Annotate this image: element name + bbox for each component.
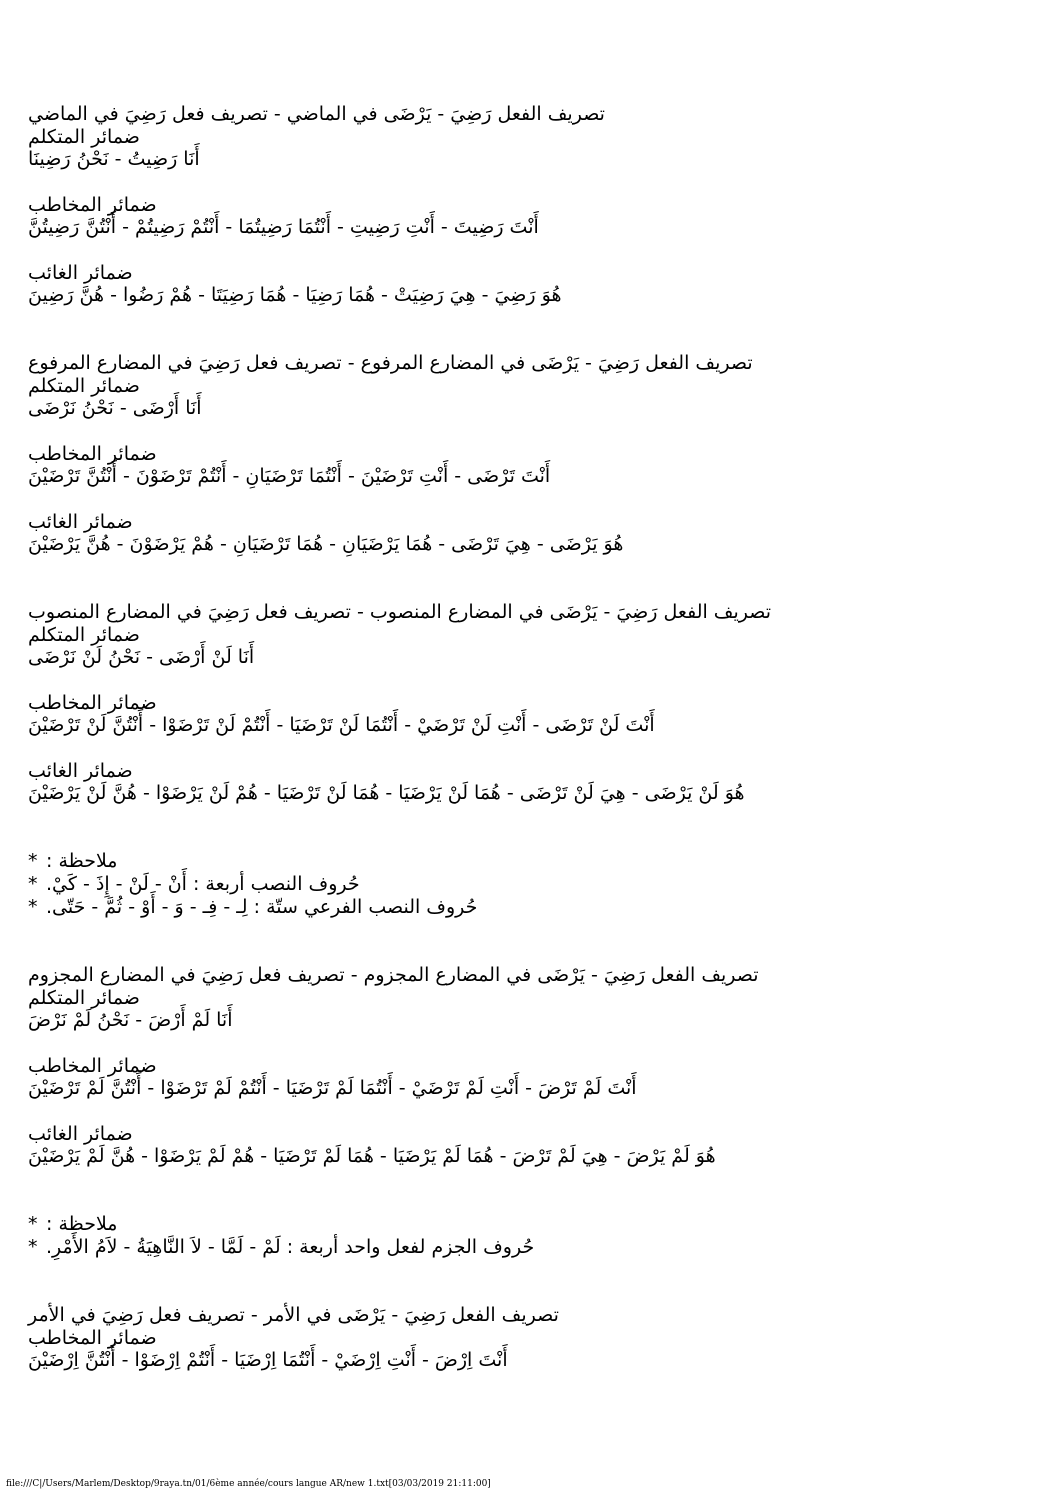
file-path-footer: file:///C|/Users/Marlem/Desktop/9raya.tn/01/6ème année/cours langue AR/new 1.txt[03/03/2019 21:11:00] bbox=[6, 1479, 491, 1489]
section-title-present-subjunctive: تصريف الفعل رَضِيَ - يَرْضَى في المضارع المنصوب - تصريف فعل رَضِيَ في المضارع المنصوب bbox=[28, 601, 772, 623]
group-heading-speaker: ضمائر المتكلم bbox=[28, 126, 140, 148]
conjugation-forms: أَنْتَ رَضِيتَ - أَنْتِ رَضِيتِ - أَنْتُمَا رَضِيتُمَا - أَنْتُمْ رَضِيتُمْ - أَنْتُنَّ رَضِيتُنَّ bbox=[28, 216, 539, 238]
note-heading bbox=[28, 850, 1028, 873]
conjugation-forms: هُوَ يَرْضَى - هِيَ تَرْضَى - هُمَا يَرْضَيَانِ - هُمَا تَرْضَيَانِ - هُمْ يَرْضَوْنَ - هُنَّ يَرْضَيْنَ bbox=[28, 533, 624, 555]
group-heading-absent: ضمائر الغائب bbox=[28, 760, 133, 782]
note-text: حُروف الجزم لفعل واحد أربعة : لَمْ - لَمَّا - لاَ النَّاهِيَةُ - لاَمُ الأَمْرِ. bbox=[46, 1236, 535, 1258]
conjugation-forms: هُوَ لَنْ يَرْضَى - هِيَ لَنْ تَرْضَى - هُمَا لَنْ يَرْضَيَا - هُمَا لَنْ تَرْضَيَا - هُمْ لَنْ يَرْضَوْا - هُنَّ لَنْ يَرْضَيْنَ bbox=[28, 782, 745, 804]
group-heading-speaker: ضمائر المتكلم bbox=[28, 624, 140, 646]
note-bullet: * bbox=[28, 873, 38, 895]
conjugation-forms: أَنْتَ تَرْضَى - أَنْتِ تَرْضَيْنَ - أَنْتُمَا تَرْضَيَانِ - أَنْتُمْ تَرْضَوْنَ - أَنْتُنَّ تَرْضَيْنَ bbox=[28, 465, 551, 487]
group-heading-addressee: ضمائر المخاطب bbox=[28, 1327, 157, 1349]
group-heading-speaker: ضمائر المتكلم bbox=[28, 987, 140, 1009]
conjugation-forms: هُوَ لَمْ يَرْضَ - هِيَ لَمْ تَرْضَ - هُمَا لَمْ يَرْضَيَا - هُمَا لَمْ تَرْضَيَا - هُمْ لَمْ يَرْضَوْا - هُنَّ لَمْ يَرْضَيْنَ bbox=[28, 1145, 716, 1167]
note-heading bbox=[28, 1213, 1028, 1236]
note-bullet: * bbox=[28, 850, 38, 872]
conjugation-forms: هُوَ رَضِيَ - هِيَ رَضِيَتْ - هُمَا رَضِيَا - هُمَا رَضِيَتَا - هُمْ رَضُوا - هُنَّ رَضِينَ bbox=[28, 284, 562, 306]
group-heading-absent: ضمائر الغائب bbox=[28, 1123, 133, 1145]
conjugation-forms: أَنَا رَضِيتُ - نَحْنُ رَضِينَا bbox=[28, 148, 200, 170]
note-text: حُروف النصب الفرعي ستّة : لِـ - فِـ - وَ - أَوْ - ثُمَّ - حَتّى. bbox=[46, 896, 478, 918]
group-heading-absent: ضمائر الغائب bbox=[28, 262, 133, 284]
conjugation-forms: أَنْتَ لَنْ تَرْضَى - أَنْتِ لَنْ تَرْضَيْ - أَنْتُمَا لَنْ تَرْضَيَا - أَنْتُمْ لَنْ تَرْضَوْا - أَنْتُنَّ لَنْ تَرْضَيْنَ bbox=[28, 714, 655, 736]
group-heading-speaker: ضمائر المتكلم bbox=[28, 375, 140, 397]
section-title-present-jussive: تصريف الفعل رَضِيَ - يَرْضَى في المضارع المجزوم - تصريف فعل رَضِيَ في المضارع المجزوم bbox=[28, 964, 759, 986]
group-heading-absent: ضمائر الغائب bbox=[28, 511, 133, 533]
note-line bbox=[28, 1236, 1028, 1259]
conjugation-forms: أَنَا أَرْضَى - نَحْنُ نَرْضَى bbox=[28, 397, 202, 419]
note-line bbox=[28, 873, 1028, 896]
section-title-imperative: تصريف الفعل رَضِيَ - يَرْضَى في الأمر - تصريف فعل رَضِيَ في الأمر bbox=[28, 1304, 559, 1326]
note-label: ملاحظة : bbox=[46, 1213, 118, 1235]
note-label: ملاحظة : bbox=[46, 850, 118, 872]
note-bullet: * bbox=[28, 1236, 38, 1258]
note-bullet: * bbox=[28, 896, 38, 918]
group-heading-addressee: ضمائر المخاطب bbox=[28, 443, 157, 465]
section-title-past: تصريف الفعل رَضِيَ - يَرْضَى في الماضي - تصريف فعل رَضِيَ في الماضي bbox=[28, 103, 605, 125]
group-heading-addressee: ضمائر المخاطب bbox=[28, 1055, 157, 1077]
group-heading-addressee: ضمائر المخاطب bbox=[28, 194, 157, 216]
group-heading-addressee: ضمائر المخاطب bbox=[28, 692, 157, 714]
conjugation-forms: أَنْتَ اِرْضَ - أَنْتِ اِرْضَيْ - أَنْتُمَا اِرْضَيَا - أَنْتُمْ اِرْضَوْا - أَنْتُنَّ اِرْضَيْنَ bbox=[28, 1349, 508, 1371]
conjugation-forms: أَنَا لَنْ أَرْضَى - نَحْنُ لَنْ نَرْضَى bbox=[28, 646, 255, 668]
conjugation-forms: أَنَا لَمْ أَرْضَ - نَحْنُ لَمْ نَرْضَ bbox=[28, 1009, 233, 1031]
section-title-present-indicative: تصريف الفعل رَضِيَ - يَرْضَى في المضارع المرفوع - تصريف فعل رَضِيَ في المضارع المرفوع bbox=[28, 352, 753, 374]
conjugation-forms: أَنْتَ لَمْ تَرْضَ - أَنْتِ لَمْ تَرْضَيْ - أَنْتُمَا لَمْ تَرْضَيَا - أَنْتُمْ لَمْ تَرْضَوْا - أَنْتُنَّ لَمْ تَرْضَيْنَ bbox=[28, 1077, 637, 1099]
note-bullet: * bbox=[28, 1213, 38, 1235]
note-text: حُروف النصب أربعة : أَنْ - لَنْ - إِذَ - كَيْ. bbox=[46, 873, 360, 895]
note-line bbox=[28, 896, 1028, 919]
